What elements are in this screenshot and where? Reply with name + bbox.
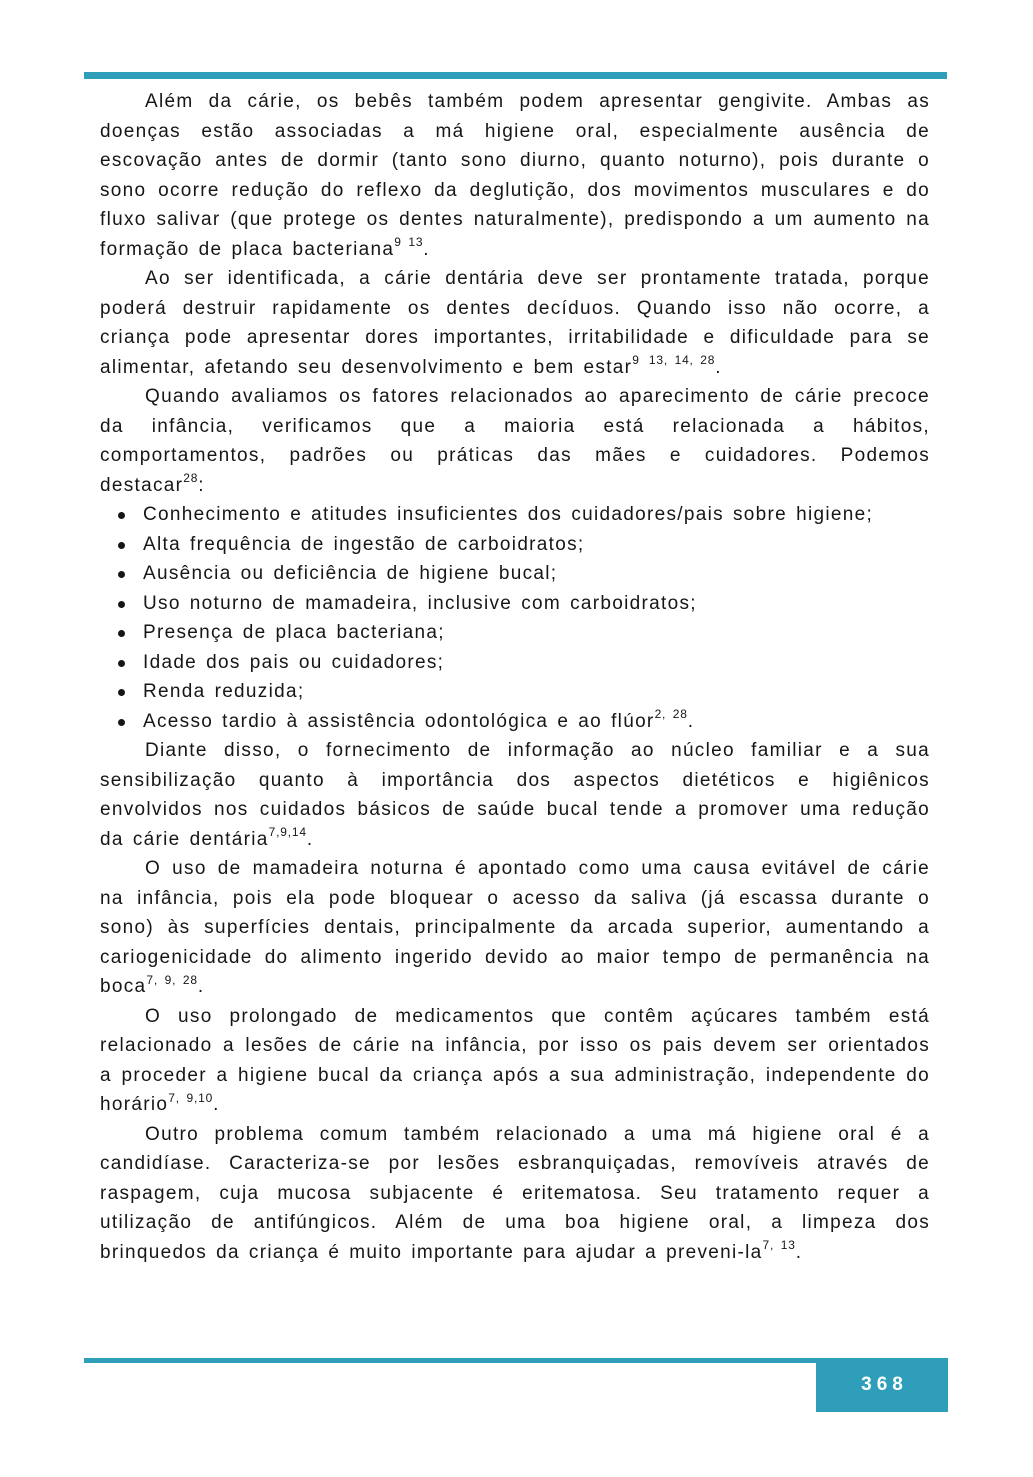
citation-superscript: 7, 13 (762, 1238, 796, 1253)
footer-rule (84, 1358, 816, 1363)
paragraph: Quando avaliamos os fatores relacionados ao aparecimento de cárie precoce da infância, verificamos que a maioria está relacionada a hábitos, comportamentos, padrões ou práticas das mães e cuidadores. Podemos destacar$^{28}$: (100, 386, 930, 496)
citation-superscript: 13, 14, 28 (648, 353, 716, 368)
paragraph: Diante disso, o fornecimento de informação ao núcleo familiar e a sua sensibilização quanto à importância dos aspectos dietéticos e higiênicos envolvidos nos cuidados básicos de saúde bucal tende a promover uma redução da cárie dentária$^{7,9,14}$. (100, 740, 930, 850)
paragraph: Além da cárie, os bebês também podem apresentar gengivite. Ambas as doenças estão associadas a má higiene oral, especialmente ausência de escovação antes de dormir (tanto sono diurno, quanto noturno), pois durante o sono ocorre redução do reflexo da deglutição, dos movimentos musculares e do fluxo salivar (que protege os dentes naturalmente), predispondo a um aumento na formação de placa bacteriana$^{9 13}$. (100, 91, 930, 260)
paragraph: O uso de mamadeira noturna é apontado como uma causa evitável de cárie na infância, pois ela pode bloquear o acesso da saliva (já escassa durante o sono) às superfícies dentais, principalmente da arcada superior, aumentando a cariogenicidade do alimento ingerido devido ao maior tempo de permanência na boca$^{7, 9, 28}$. (100, 858, 930, 997)
citation-superscript: 9 (632, 353, 640, 368)
citation-superscript: 7,9,14 (268, 825, 307, 840)
bullet-item: Uso noturno de mamadeira, inclusive com carboidratos; (100, 589, 930, 619)
bullet-item: Conhecimento e atitudes insuficientes dos cuidadores/pais sobre higiene; (100, 500, 930, 530)
citation-superscript: 7, 9,10 (168, 1090, 214, 1105)
paragraph: Outro problema comum também relacionado a uma má higiene oral é a candidíase. Caracteriza-se por lesões esbranquiçadas, removíveis através de raspagem, cuja mucosa subjacente é eritematosa. Seu tratamento requer a utilização de antifúngicos. Além de uma boa higiene oral, a limpeza dos brinquedos da criança é muito importante para ajudar a preveni-la$^{7, 13}$. (100, 1123, 930, 1263)
page-number: 368 (861, 1374, 908, 1395)
bullet-item: Idade dos pais ou cuidadores; (100, 648, 930, 678)
bullet-item: Ausência ou deficiência de higiene bucal; (100, 559, 930, 589)
citation-superscript: 2, 28 (654, 707, 688, 722)
paragraph: O uso prolongado de medicamentos que contêm açúcares também está relacionado a lesões de cárie na infância, por isso os pais devem ser orientados a proceder a higiene bucal da criança após a sua administração, independente do horário$^{7, 9,10}$. (100, 1005, 930, 1115)
bullet-list (100, 500, 930, 736)
paragraph: Ao ser identificada, a cárie dentária deve ser prontamente tratada, porque poderá destruir rapidamente os dentes decíduos. Quando isso não ocorre, a criança pode apresentar dores importantes, irritabilidade e dificuldade para se alimentar, afetando seu desenvolvimento e bem estar$^9$ $^{13, 14, 28}$. (100, 268, 930, 378)
page-content (100, 87, 930, 1267)
page-number-badge (816, 1358, 948, 1412)
bullet-item: Acesso tardio à assistência odontológica e ao flúor$^{2, 28}$. (100, 707, 930, 737)
bullet-item: Renda reduzida; (100, 677, 930, 707)
bullet-item: Alta frequência de ingestão de carboidratos; (100, 530, 930, 560)
top-rule (84, 72, 947, 79)
citation-superscript: 7, 9, 28 (146, 972, 198, 987)
citation-superscript: 28 (183, 471, 199, 486)
citation-superscript: 9 13 (394, 235, 424, 250)
bullet-item: Presença de placa bacteriana; (100, 618, 930, 648)
